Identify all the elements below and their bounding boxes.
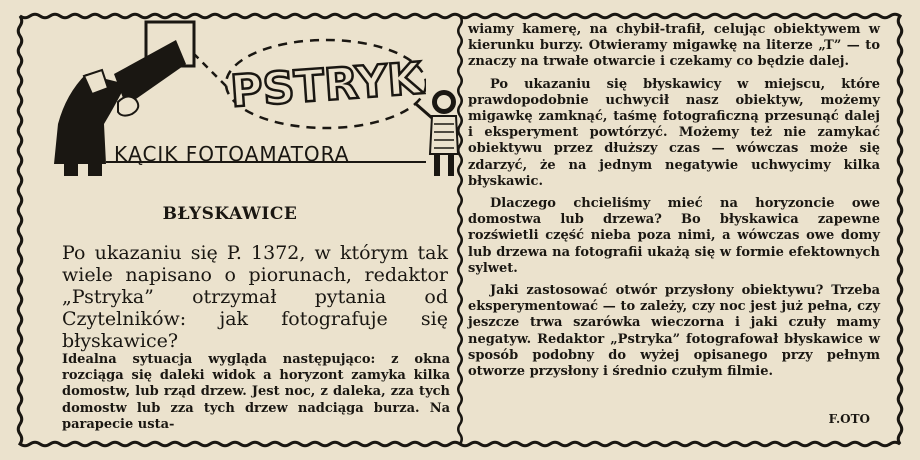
right-paragraph-1: wiamy kamerę, na chybił-trafił, celując obiektywem w kierunku burzy. Otwieramy migawkę na literze „T” — to znaczy na trwałe otwarcie i czekamy co będzie dalej. [468, 22, 880, 70]
right-column-body [468, 22, 880, 386]
left-column-body [62, 352, 450, 433]
right-paragraph-4: Jaki zastosować otwór przysłony obiektywu? Trzeba eksperymentować — to zależy, czy noc jest już pełna, czy jeszcze trwa szarówka wieczorna i jaki czuły mamy negatyw. Redaktor „Pstryka” fotografował błyskawice w sposób podobny do wyżej opisanego przy pełnym otworze przysłony i średnio czułym filmie. [468, 283, 880, 380]
column-divider [458, 16, 462, 444]
small-figure [404, 84, 464, 184]
pstryk-logo: PSTRYK [228, 53, 424, 118]
right-paragraph-2: Po ukazaniu się błyskawicy w miejscu, które prawdopodobnie uchwycił nasz obiektyw, możemy migawkę zamknąć, taśmę fotograficzną przesunąć dalej i eksperyment powtórzyć. Możemy też nie zamykać obiektywu przez dłuższy czas — wówczas może się zdarzyć, że na jednym negatywie uchwycimy kilka błyskawic. [468, 76, 880, 189]
article-title: BŁYSKAWICE [162, 204, 298, 224]
left-paragraph: Idealna sytuacja wygląda następująco: z okna rozciąga się daleki widok a horyzont zamyka kilka domostw, lub rząd drzew. Jest noc, z daleka, zza tych domostw lub zza tych drzew nadciąga burza. Na parapecie usta- [62, 352, 450, 432]
section-subtitle: KĄCIK FOTOAMATORA [114, 142, 350, 166]
lead-paragraph: Po ukazaniu się P. 1372, w którym tak wiele napisano o piorunach, redaktor „Pstryka” otrzymał pytania od Czytelników: jak fotografuje się błyskawice? [62, 242, 448, 352]
author-signature: F.OTO [828, 412, 870, 426]
right-paragraph-3: Dlaczego chcieliśmy mieć na horyzoncie owe domostwa lub drzewa? Bo błyskawica zapewne rozświetli część nieba poza nimi, a wówczas owe domy lub drzewa na fotografii ukażą się w formie efektownych sylwet. [468, 196, 880, 276]
article-lead [62, 242, 448, 352]
